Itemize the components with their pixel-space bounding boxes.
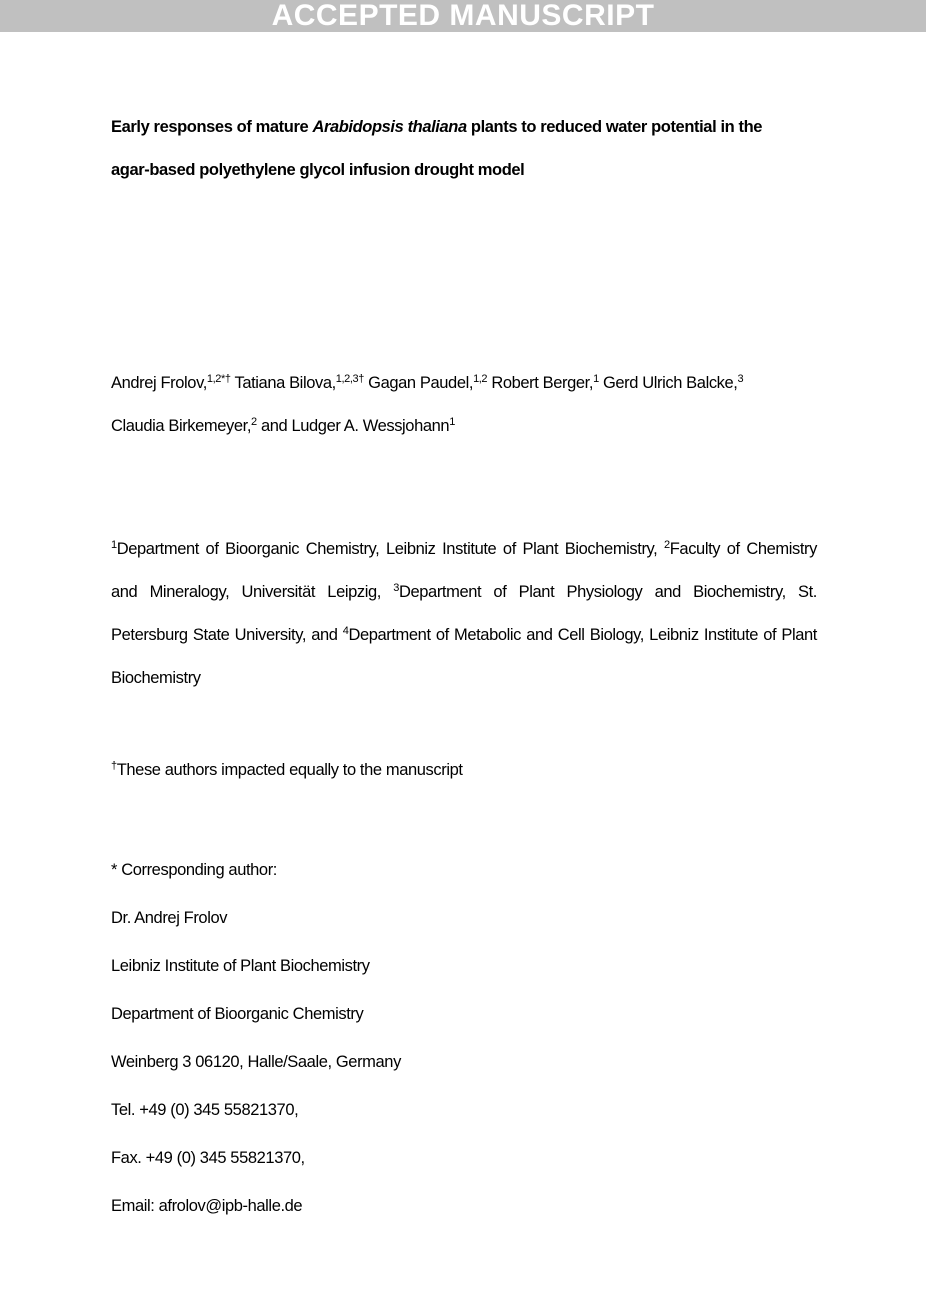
paper-title bbox=[111, 106, 817, 192]
affiliation-text: Department of Metabolic and Cell Biology, Leibniz Institute of Plant Biochemistry bbox=[111, 626, 817, 687]
footnote-text: These authors impacted equally to the manuscript bbox=[116, 761, 463, 779]
corresponding-tel: Tel. +49 (0) 345 55821370, bbox=[111, 1101, 299, 1119]
author-list bbox=[111, 362, 817, 448]
equal-contribution-note bbox=[111, 750, 817, 790]
author-name: Tatiana Bilova, bbox=[230, 374, 336, 392]
affiliations bbox=[111, 528, 817, 700]
footnote-line bbox=[111, 750, 817, 790]
author-line-1 bbox=[111, 362, 817, 405]
title-part-1: Early responses of mature bbox=[111, 118, 313, 136]
author-name: Gerd Ulrich Balcke, bbox=[598, 374, 738, 392]
title-line-2: agar-based polyethylene glycol infusion drought model bbox=[111, 161, 525, 179]
author-affiliation-marker: 2 bbox=[251, 416, 257, 428]
author-name: Claudia Birkemeyer, bbox=[111, 417, 252, 435]
title-part-2: plants to reduced water potential in the bbox=[466, 118, 763, 136]
author-affiliation-marker: 1,2*† bbox=[206, 373, 231, 385]
footnote-marker: † bbox=[111, 760, 117, 772]
affiliation-marker: 3 bbox=[393, 582, 399, 594]
author-name: Gagan Paudel, bbox=[363, 374, 474, 392]
author-name: and Ludger A. Wessjohann bbox=[256, 417, 450, 435]
author-name: Robert Berger, bbox=[487, 374, 594, 392]
corresponding-email[interactable]: Email: afrolov@ipb-halle.de bbox=[111, 1197, 303, 1215]
author-name: Andrej Frolov, bbox=[111, 374, 207, 392]
corresponding-author-block bbox=[111, 846, 817, 1230]
corresponding-name: Dr. Andrej Frolov bbox=[111, 909, 228, 927]
affiliation-text: Department of Bioorganic Chemistry, Leibniz Institute of Plant Biochemistry, bbox=[116, 540, 665, 558]
corresponding-institute: Leibniz Institute of Plant Biochemistry bbox=[111, 957, 370, 975]
title-species: Arabidopsis thaliana bbox=[312, 118, 467, 136]
corresponding-heading: * Corresponding author: bbox=[111, 861, 277, 879]
corresponding-address: Weinberg 3 06120, Halle/Saale, Germany bbox=[111, 1053, 401, 1071]
author-line-2 bbox=[111, 405, 817, 448]
corresponding-department: Department of Bioorganic Chemistry bbox=[111, 1005, 364, 1023]
author-affiliation-marker: 1 bbox=[593, 373, 599, 385]
affiliation-marker: 1 bbox=[111, 539, 117, 551]
author-affiliation-marker: 1,2,3† bbox=[335, 373, 364, 385]
title-line-1 bbox=[111, 106, 817, 149]
author-affiliation-marker: 3 bbox=[737, 373, 744, 385]
affiliation-marker: 4 bbox=[342, 625, 349, 637]
corresponding-fax: Fax. +49 (0) 345 55821370, bbox=[111, 1149, 305, 1167]
affiliation-text: Faculty of Chemistry and Mineralogy, Universität Leipzig, bbox=[111, 540, 818, 601]
affiliation-text: Department of Plant Physiology and Biochemistry, St. Petersburg State University, and bbox=[111, 583, 817, 644]
author-affiliation-marker: 1,2 bbox=[473, 373, 488, 385]
affiliation-marker: 2 bbox=[664, 539, 670, 551]
author-affiliation-marker: 1 bbox=[449, 416, 455, 428]
accepted-manuscript-banner: ACCEPTED MANUSCRIPT bbox=[0, 0, 926, 32]
